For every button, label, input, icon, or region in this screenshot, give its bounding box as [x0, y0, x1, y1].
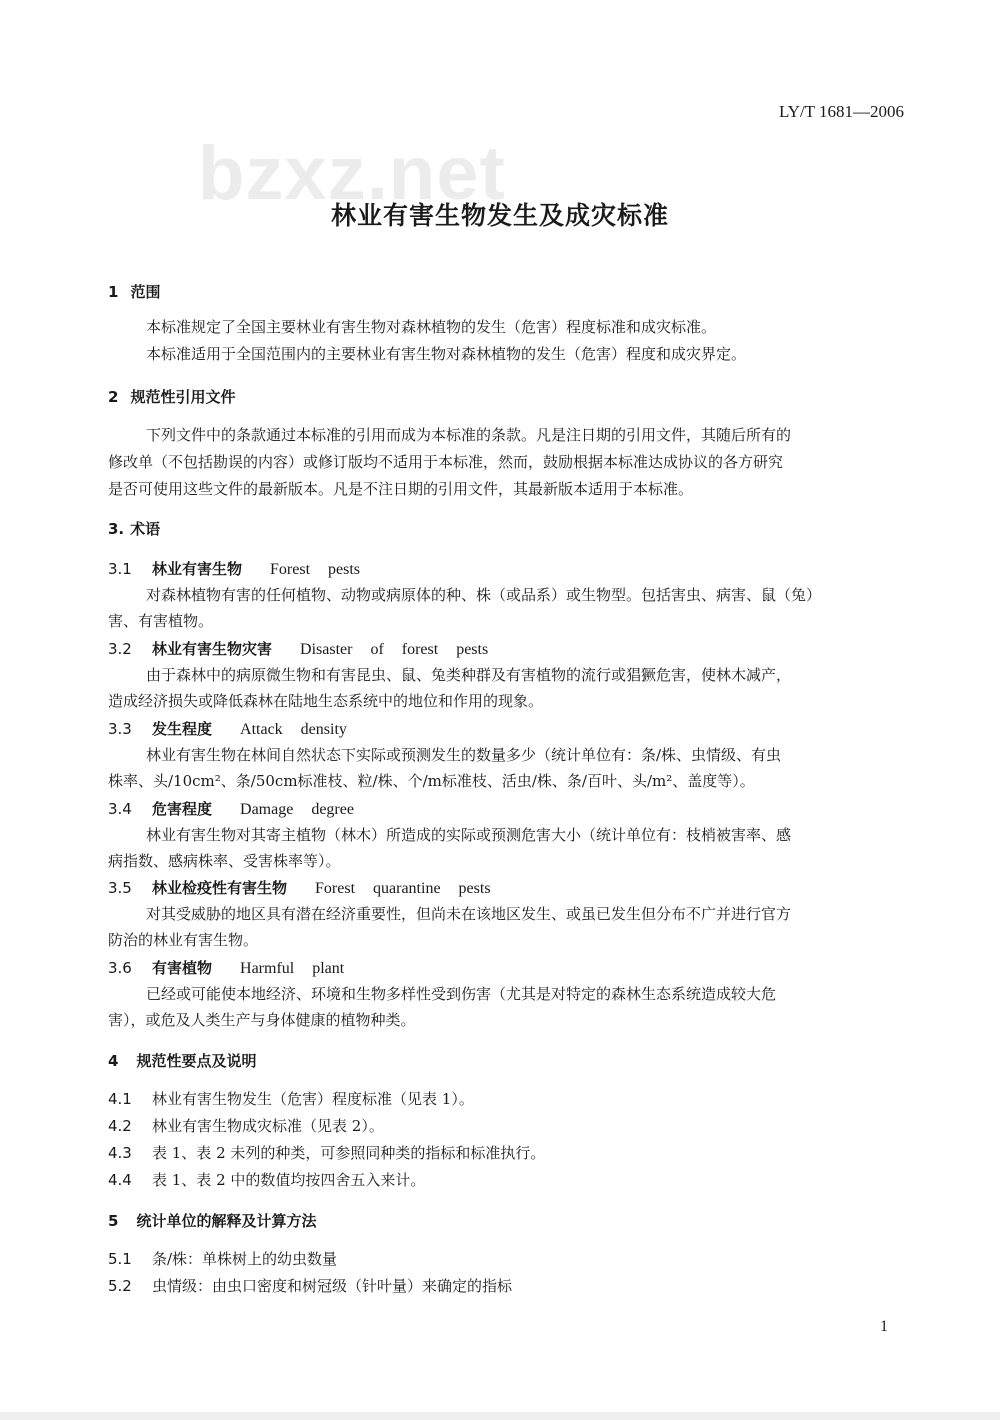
list-item: 4.1 林业有害生物发生（危害）程度标准（见表 1）。	[108, 1090, 474, 1108]
paragraph: 本标准规定了全国主要林业有害生物对森林植物的发生（危害）程度标准和成灾标准。	[146, 318, 717, 336]
section-heading-5: 5 统计单位的解释及计算方法	[108, 1212, 317, 1230]
list-item: 4.4 表 1、表 2 中的数值均按四舍五入来计。	[108, 1171, 426, 1189]
term-definition-line: 株率、头/10cm²、条/50cm标准枝、粒/株、个/m标准枝、活虫/株、条/百叶、头/m²、盖度等）。	[108, 772, 755, 790]
term-definition: 对其受威胁的地区具有潜在经济重要性，但尚未在该地区发生、或虽已发生但分布不广并进行官方	[146, 905, 792, 923]
term-definition: 林业有害生物在林间自然状态下实际或预测发生的数量多少（统计单位有：条/株、虫情级、有虫	[146, 746, 782, 764]
paragraph: 本标准适用于全国范围内的主要林业有害生物对森林植物的发生（危害）程度和成灾界定。	[146, 345, 747, 363]
term-definition: 对森林植物有害的任何植物、动物或病原体的种、株（或品系）或生物型。包括害虫、病害、鼠（兔）	[146, 586, 822, 604]
paragraph: 下列文件中的条款通过本标准的引用而成为本标准的条款。凡是注日期的引用文件，其随后所有的	[146, 426, 792, 444]
list-item: 4.3 表 1、表 2 未列的种类，可参照同种类的指标和标准执行。	[108, 1144, 546, 1162]
term-definition: 由于森林中的病原微生物和有害昆虫、鼠、兔类种群及有害植物的流行或猖獗危害，使林木减产，	[146, 666, 792, 684]
term-definition: 林业有害生物对其寄主植物（林木）所造成的实际或预测危害大小（统计单位有：枝梢被害率、感	[146, 826, 792, 844]
list-item: 5.1 条/株：单株树上的幼虫数量	[108, 1250, 338, 1268]
standard-code: LY/T 1681—2006	[778, 102, 904, 121]
term-definition-line: 害），或危及人类生产与身体健康的植物种类。	[108, 1011, 416, 1029]
term-3-5: 3.5 林业检疫性有害生物 Forest quarantine pests	[108, 879, 491, 897]
paragraph-line: 修改单（不包括勘误的内容）或修订版均不适用于本标准，然而，鼓励根据本标准达成协议的各方研究	[108, 453, 784, 471]
paragraph-line: 是否可使用这些文件的最新版本。凡是不注日期的引用文件，其最新版本适用于本标准。	[108, 480, 694, 498]
list-item: 5.2 虫情级：由虫口密度和树冠级（针叶量）来确定的指标	[108, 1277, 513, 1295]
section-heading-2: 2 规范性引用文件	[108, 388, 236, 406]
term-definition-line: 防治的林业有害生物。	[108, 931, 259, 949]
term-3-2: 3.2 林业有害生物灾害 Disaster of forest pests	[108, 640, 489, 658]
section-heading-3: 3. 术语	[108, 520, 161, 538]
term-definition-line: 病指数、感病株率、受害株率等）。	[108, 852, 341, 870]
list-item: 4.2 林业有害生物成灾标准（见表 2）。	[108, 1117, 384, 1135]
term-3-6: 3.6 有害植物 Harmful plant	[108, 959, 345, 977]
term-definition-line: 害、有害植物。	[108, 612, 214, 630]
page-bottom-edge	[0, 1412, 1000, 1420]
watermark: bzxz.net	[198, 131, 506, 216]
term-3-3: 3.3 发生程度 Attack density	[108, 720, 347, 738]
term-3-4: 3.4 危害程度 Damage degree	[108, 800, 354, 818]
page-number: 1	[880, 1318, 888, 1335]
term-3-1: 3.1 林业有害生物 Forest pests	[108, 560, 361, 578]
term-definition: 已经或可能使本地经济、环境和生物多样性受到伤害（尤其是对特定的森林生态系统造成较大危	[146, 985, 777, 1003]
section-heading-4: 4 规范性要点及说明	[108, 1052, 257, 1070]
section-heading-1: 1 范围	[108, 283, 161, 301]
page-title: 林业有害生物发生及成灾标准	[330, 201, 669, 230]
term-definition-line: 造成经济损失或降低森林在陆地生态系统中的地位和作用的现象。	[108, 692, 544, 710]
